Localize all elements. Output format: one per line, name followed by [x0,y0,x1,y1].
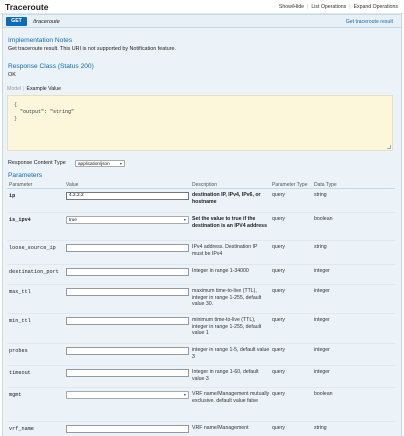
parameter-input[interactable] [66,288,189,296]
parameter-row [7,285,395,314]
resource-links [279,4,398,10]
example-value-box[interactable] [7,95,393,151]
parameter-row [7,422,395,436]
column-header-parameter: Parameter [9,182,33,188]
operation-path[interactable]: /traceroute [33,18,60,25]
example-value-tab[interactable]: Example Value [26,86,62,92]
parameter-type: query [272,244,285,250]
resize-handle-icon[interactable] [387,145,391,149]
parameter-value: 4.2.2.2 [69,193,84,198]
parameter-row [7,388,395,422]
resource-header [0,0,404,14]
data-type: boolean [314,216,333,222]
data-type: integer [314,369,330,375]
parameter-name: loose_source_ip [9,245,56,251]
implementation-notes-text: Get traceroute result. This URI is not supported by Notification feature. [8,46,176,52]
parameter-name: destination_port [9,269,59,275]
parameter-input[interactable] [66,425,189,433]
response-class-heading: Response Class (Status 200) [8,63,94,70]
parameter-description: Integer in range 1-60, default value 3 [192,369,259,382]
parameter-row [7,344,395,366]
parameter-description: Set the value to true if the destination is an IPV4 address [192,216,267,229]
column-header-value: Value [66,182,79,188]
parameter-input[interactable] [66,244,189,252]
link-divider: | [306,4,309,10]
parameter-row [7,265,395,285]
example-line [14,109,386,116]
parameter-type: query [272,192,285,198]
parameter-description: VRF name/Management [192,425,249,431]
parameter-type: query [272,288,285,294]
chevron-down-icon: ▾ [183,392,186,397]
link-divider: | [349,4,351,10]
parameter-type: query [272,425,285,431]
implementation-notes-heading: Implementation Notes [8,37,73,44]
parameters-heading: Parameters [8,172,43,179]
parameter-row [7,366,395,388]
response-content-type-select[interactable] [75,160,125,167]
column-header-description: Description [192,182,218,188]
model-tabs [7,86,61,92]
response-content-type-value: application/json [78,160,110,166]
data-type: integer [314,317,330,323]
parameter-type: query [272,268,285,274]
data-type: boolean [314,391,333,397]
parameter-input[interactable] [66,317,189,325]
parameter-description: minimum time-to-live (TTL), integer in range 1-255, default value 1 [192,317,262,337]
parameter-name: probes [9,348,28,354]
parameter-row [7,189,395,213]
parameter-description: integer in range 1-5, default value 3 [192,347,270,360]
data-type: string [314,192,327,198]
parameter-name: is_ipv4 [9,217,31,223]
parameter-row [7,241,395,265]
parameter-type: query [272,391,285,397]
response-content-type-label: Response Content Type [8,160,66,166]
data-type: string [314,244,327,250]
parameter-type: query [272,216,285,222]
data-type: integer [314,347,330,353]
parameter-select[interactable] [66,391,189,399]
parameters-table-header [7,181,395,189]
parameter-input[interactable] [66,192,189,200]
parameter-select[interactable] [66,216,189,224]
parameter-name: ip [9,193,16,199]
expand-operations-link[interactable]: Expand Operations [353,4,398,10]
list-operations-link[interactable]: List Operations [311,4,347,10]
operation-summary[interactable]: Get traceroute result [345,18,393,25]
parameter-description: maximum time-to-live (TTL), integer in range 1-255, default value 30. [192,288,262,308]
resource-title[interactable]: Traceroute [5,2,49,12]
parameter-description: Integer in range 1-34000 [192,268,249,274]
chevron-down-icon: ▾ [183,217,186,222]
example-line: } [14,116,18,122]
example-json-text: "output": "string" [14,109,75,115]
column-header-parameter-type: Parameter Type [272,182,308,188]
parameter-input[interactable] [66,369,189,377]
parameter-name: max_ttl [9,289,31,295]
chevron-down-icon: ▾ [119,160,122,166]
parameter-name: min_ttl [9,318,31,324]
data-type: integer [314,268,330,274]
http-method-badge[interactable]: GET [6,17,27,26]
tab-divider: | [23,86,25,92]
parameter-row [7,213,395,241]
parameter-input[interactable] [66,347,189,355]
parameter-row [7,314,395,344]
show-hide-link[interactable]: Show/Hide [278,4,304,10]
example-line: { [14,102,18,108]
operation-heading[interactable] [3,15,401,28]
parameter-value: true [69,217,77,222]
data-type: string [314,425,327,431]
column-header-data-type: Data Type [314,182,337,188]
parameter-description: destination IP, IPv4, IPv6, or hostname [192,192,261,205]
parameter-type: query [272,317,285,323]
parameter-type: query [272,347,285,353]
parameter-name: timeout [9,370,31,376]
parameter-name: mgmt [9,392,22,398]
parameter-name: vrf_name [9,426,34,432]
parameter-description: VRF name/Management mutually exclusive. default value false [192,391,270,404]
parameter-type: query [272,369,285,375]
parameter-description: IPv4 address. Destination IP must be IPv4 [192,244,258,257]
model-tab[interactable]: Model [7,86,22,92]
data-type: integer [314,288,330,294]
response-status: OK [8,72,16,78]
parameter-input[interactable] [66,268,189,276]
